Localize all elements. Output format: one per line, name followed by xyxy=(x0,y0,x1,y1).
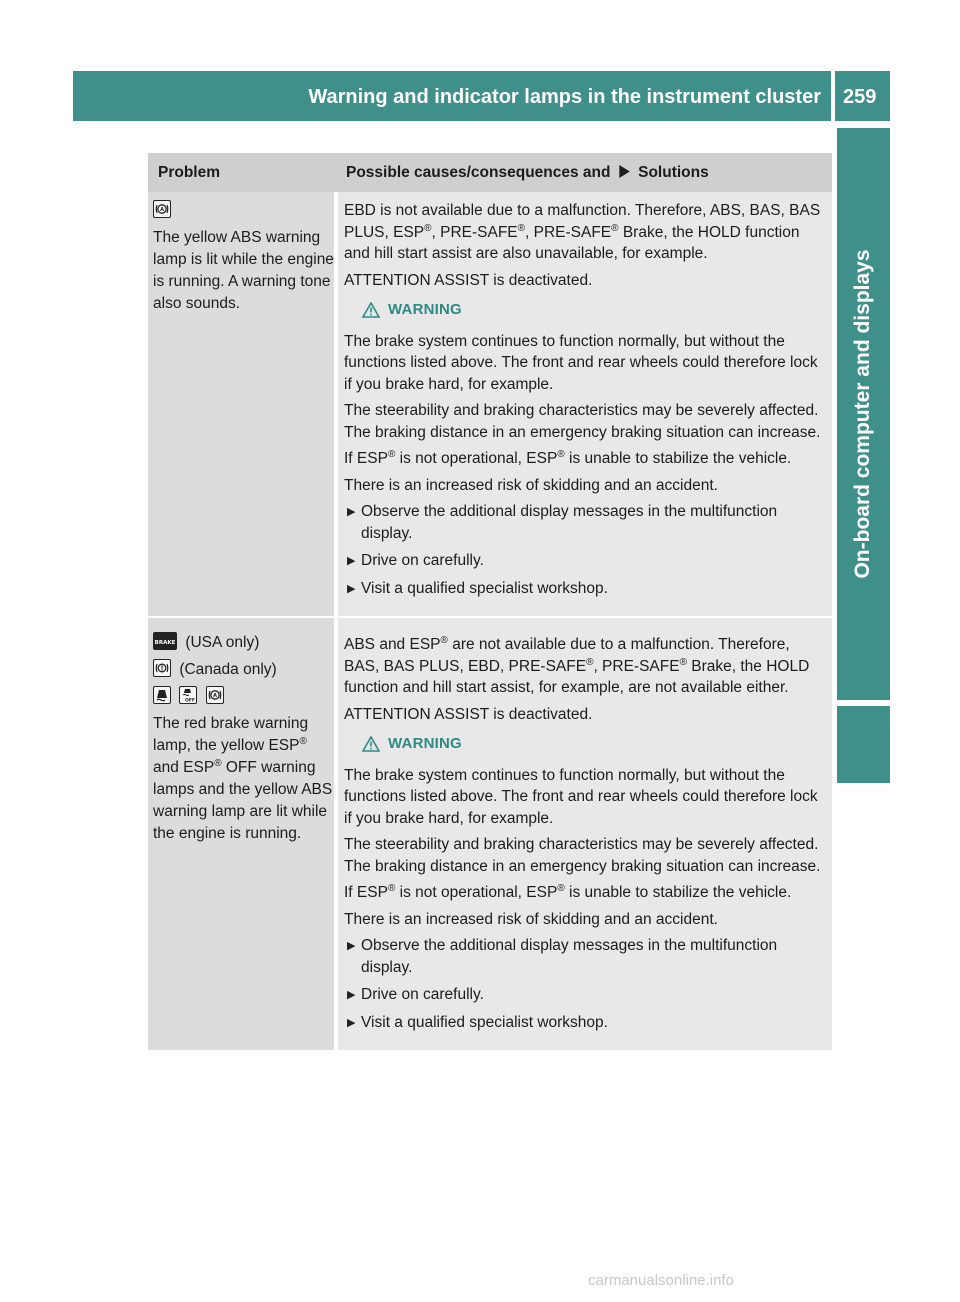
warning-paragraph: The brake system continues to function normally, but without the functions listed above. The front and rear wheels could therefore lock if you brake hard, for example. xyxy=(344,332,818,393)
warning-paragraph: There is an increased risk of skidding and an accident. xyxy=(344,476,718,494)
section-tab-marker xyxy=(837,706,890,783)
abs-warning-icon xyxy=(206,686,224,704)
problem-cell xyxy=(148,616,334,1050)
warning-paragraph: The steerability and braking characteristics may be severely affected. The braking distance in an emergency braking situation can increase. xyxy=(344,402,821,441)
canada-brake-icon xyxy=(153,659,171,677)
header-solutions-prefix: Possible causes/consequences and xyxy=(346,163,611,181)
causes-paragraph: EBD is not available due to a malfunction. Therefore, ABS, BAS, BAS PLUS, ESP®, PRE-SAFE®, PRE-SAFE® Brake, the HOLD function and hill start assist are also unavailable, for example. xyxy=(344,202,821,262)
warning-heading: WARNING xyxy=(362,299,828,321)
warning-triangle-icon xyxy=(362,736,380,752)
arrow-right-icon: ▶ xyxy=(347,583,356,595)
svg-text:OFF: OFF xyxy=(185,698,196,703)
page-title: Warning and indicator lamps in the instrument cluster xyxy=(308,86,821,108)
warning-triangle-icon xyxy=(362,302,380,318)
step-item: ▶ Observe the additional display messages in the multifunction display. xyxy=(344,501,828,544)
problem-icons-line xyxy=(153,686,334,708)
brake-warning-icon xyxy=(153,632,177,650)
step-item: ▶ Observe the additional display messages in the multifunction display. xyxy=(344,935,828,978)
problem-usa-line: BRAKE (USA only) xyxy=(154,634,260,651)
watermark: carmanualsonline.info xyxy=(588,1272,734,1289)
header-solutions-suffix: Solutions xyxy=(638,163,709,181)
solutions-cell xyxy=(338,616,832,1050)
warning-paragraph: The steerability and braking characteristics may be severely affected. The braking distance in an emergency braking situation can increase. xyxy=(344,836,821,875)
problem-canada-line: (Canada only) xyxy=(153,659,334,681)
esp-warning-icon xyxy=(153,686,171,704)
svg-text:BRAKE: BRAKE xyxy=(154,640,176,646)
header-problem: Problem xyxy=(158,163,221,181)
warning-paragraph: If ESP® is not operational, ESP® is unable to stabilize the vehicle. xyxy=(344,448,792,467)
warning-paragraph: If ESP® is not operational, ESP® is unable to stabilize the vehicle. xyxy=(344,882,792,901)
section-tab-label: On-board computer and displays xyxy=(851,249,874,579)
svg-text:A: A xyxy=(160,207,164,213)
page-header xyxy=(73,71,831,121)
step-item: ▶ Drive on carefully. xyxy=(344,984,828,1006)
table-header xyxy=(148,153,832,192)
problem-description: The red brake warning lamp, the yellow ESP® and ESP® OFF warning lamps and the yellow ABS warning lamp are lit while the engine is running. xyxy=(153,715,333,842)
table-row xyxy=(148,616,832,1050)
step-item: ▶ Visit a qualified specialist workshop. xyxy=(344,578,828,600)
step-item: ▶ Visit a qualified specialist workshop. xyxy=(344,1012,828,1034)
svg-text:A: A xyxy=(212,693,217,699)
causes-paragraph: ATTENTION ASSIST is deactivated. xyxy=(344,705,593,723)
arrow-right-icon: ▶ xyxy=(347,506,356,518)
page-number: 259 xyxy=(835,71,890,121)
table-row xyxy=(148,192,832,616)
problem-cell xyxy=(148,192,334,616)
arrow-right-icon: ▶ xyxy=(347,940,356,952)
causes-paragraph: ATTENTION ASSIST is deactivated. xyxy=(344,271,593,289)
warning-paragraph: There is an increased risk of skidding and an accident. xyxy=(344,910,718,928)
header-solutions xyxy=(338,164,832,182)
arrow-right-icon: ▶ xyxy=(347,555,356,567)
problem-description: The yellow ABS warning lamp is lit while the engine is running. A warning tone also sounds. xyxy=(153,229,334,312)
arrow-right-icon: ▶ xyxy=(347,1017,356,1029)
section-tab xyxy=(837,128,890,700)
warning-lamps-table xyxy=(148,153,832,1050)
causes-paragraph: ABS and ESP® are not available due to a malfunction. Therefore, BAS, BAS PLUS, EBD, PRE-SAFE®, PRE-SAFE® Brake, the HOLD function and hill start assist, for example, are not available either. xyxy=(344,634,810,696)
solutions-cell xyxy=(338,192,832,616)
esp-off-icon xyxy=(179,686,197,704)
warning-paragraph: The brake system continues to function normally, but without the functions listed above. The front and rear wheels could therefore lock if you brake hard, for example. xyxy=(344,766,818,827)
arrow-right-icon xyxy=(618,165,631,178)
step-item: ▶ Drive on carefully. xyxy=(344,550,828,572)
arrow-right-icon: ▶ xyxy=(347,989,356,1001)
warning-heading: WARNING xyxy=(362,733,828,755)
abs-warning-icon xyxy=(153,200,171,218)
